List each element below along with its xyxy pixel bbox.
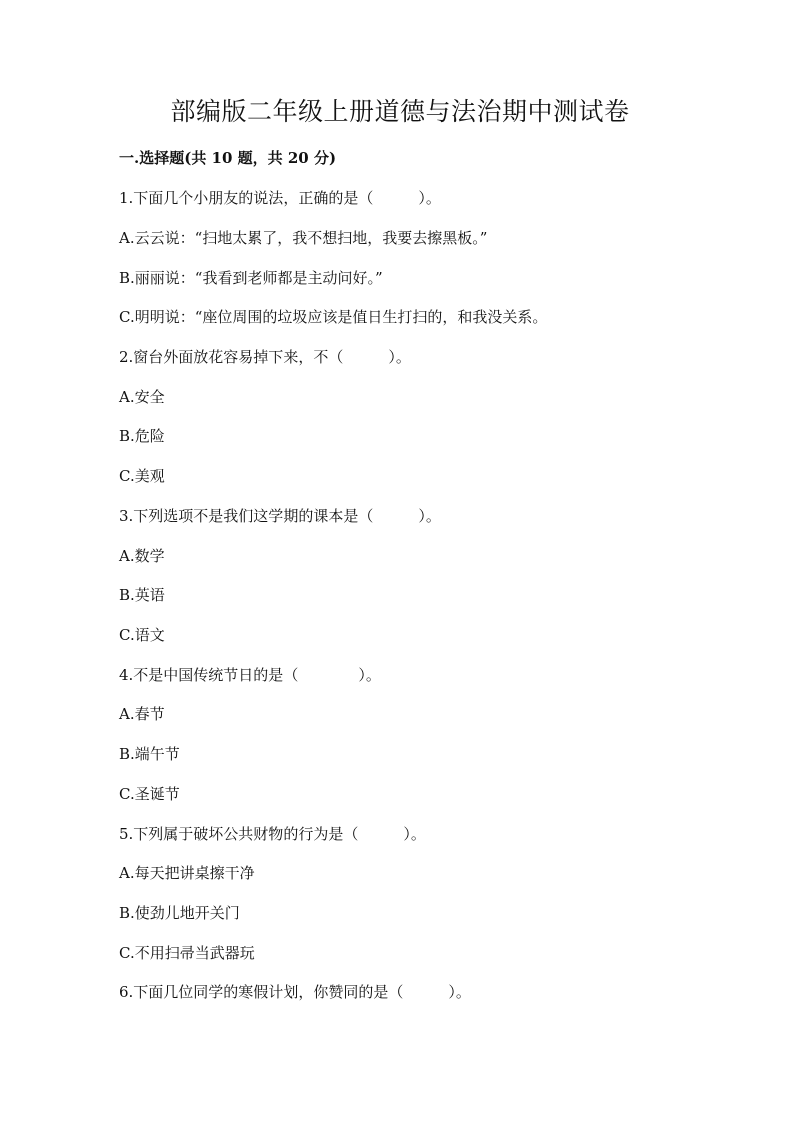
question-4-stem: 4.不是中国传统节日的是（ ）。 (119, 666, 381, 684)
question-6-stem: 6.下面几位同学的寒假计划，你赞同的是（ ）。 (119, 983, 471, 1001)
question-5-stem: 5.下列属于破坏公共财物的行为是（ ）。 (119, 825, 426, 843)
question-3-stem: 3.下列选项不是我们这学期的课本是（ ）。 (119, 507, 441, 525)
question-3-option-c: C.语文 (119, 626, 165, 644)
question-5-option-a: A.每天把讲桌擦干净 (119, 864, 255, 882)
question-1-option-c: C.明明说：“座位周围的垃圾应该是值日生打扫的，和我没关系。 (119, 308, 548, 326)
question-1-option-a: A.云云说：“扫地太累了，我不想扫地，我要去擦黑板。” (119, 229, 488, 247)
question-2-stem: 2.窗台外面放花容易掉下来，不（ ）。 (119, 348, 411, 366)
question-5-option-b: B.使劲儿地开关门 (119, 904, 240, 922)
question-2-option-b: B.危险 (119, 427, 165, 445)
question-3-option-a: A.数学 (119, 547, 165, 565)
question-1-option-b: B.丽丽说：“我看到老师都是主动问好。” (119, 269, 383, 287)
question-4-option-b: B.端午节 (119, 745, 180, 763)
question-1-stem: 1.下面几个小朋友的说法，正确的是（ ）。 (119, 189, 441, 207)
question-4-option-a: A.春节 (119, 705, 165, 723)
section-heading: 一.选择题(共 10 题，共 20 分) (119, 149, 337, 167)
question-2-option-c: C.美观 (119, 467, 165, 485)
question-5-option-c: C.不用扫帚当武器玩 (119, 944, 255, 962)
page-title: 部编版二年级上册道德与法治期中测试卷 (170, 97, 630, 126)
question-4-option-c: C.圣诞节 (119, 785, 180, 803)
question-3-option-b: B.英语 (119, 586, 165, 604)
question-2-option-a: A.安全 (119, 388, 165, 406)
